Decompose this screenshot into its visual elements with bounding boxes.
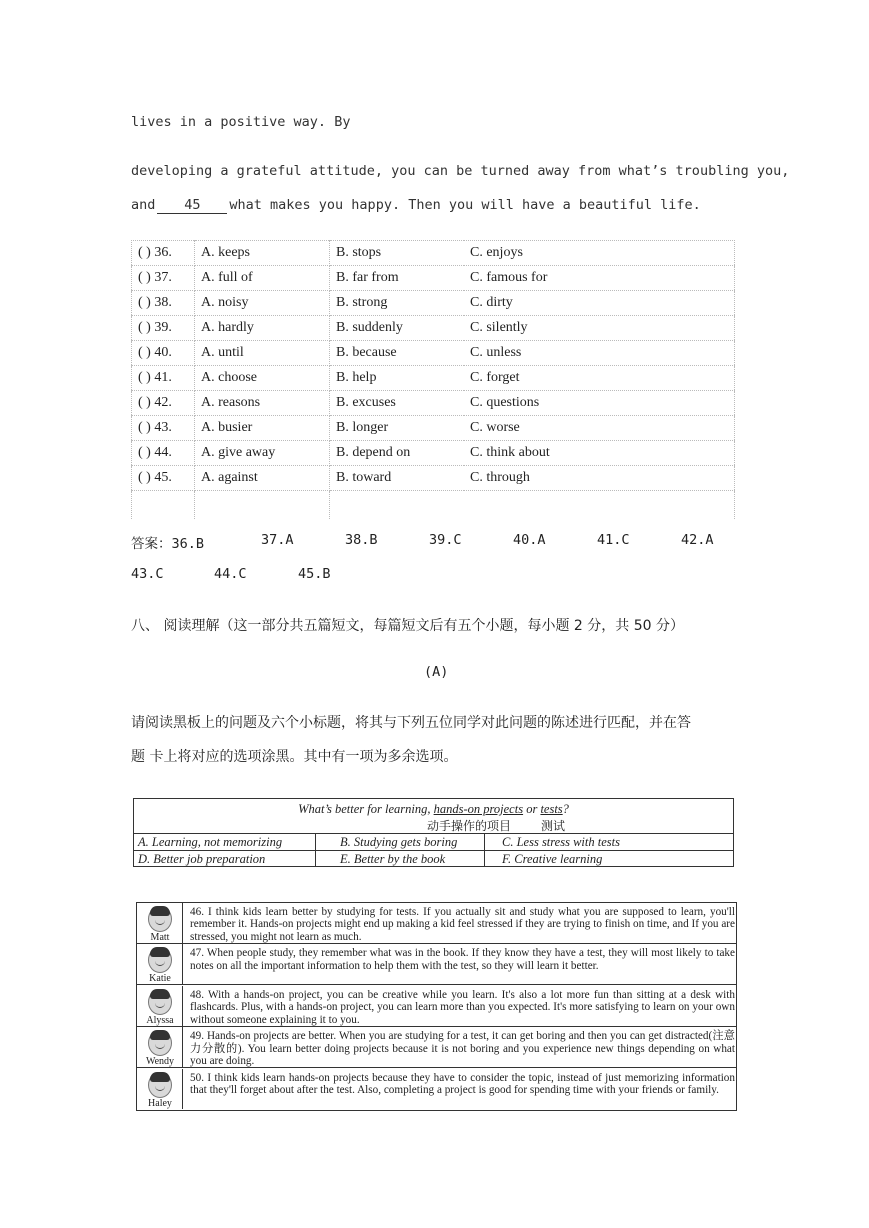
- option-row: [132, 416, 735, 441]
- option-c: C. unless: [464, 341, 735, 366]
- option-num: ( ) 42.: [132, 391, 195, 416]
- board-question-mark: ?: [562, 802, 569, 816]
- answer-item: 40.A: [513, 532, 546, 548]
- passage-line-3: [131, 197, 701, 214]
- option-c: C. worse: [464, 416, 735, 441]
- board-option-b: B. Studying gets boring: [340, 835, 458, 849]
- answer-item: 39.C: [429, 532, 462, 548]
- option-a: A. busier: [195, 416, 330, 441]
- option-num: ( ) 40.: [132, 341, 195, 366]
- student-row: [137, 1069, 736, 1110]
- answer-item: 41.C: [597, 532, 630, 548]
- option-c: C. enjoys: [464, 241, 735, 266]
- student-portrait-icon: [148, 906, 172, 932]
- option-num: ( ) 37.: [132, 266, 195, 291]
- student-row: [137, 944, 736, 985]
- option-b: B. depend on: [330, 441, 465, 466]
- section-heading: 八、 阅读理解（这一部分共五篇短文，每篇短文后有五个小题，每小题 2 分，共 50 分）: [131, 618, 684, 634]
- option-row: [132, 266, 735, 291]
- option-c: C. forget: [464, 366, 735, 391]
- option-b: B. help: [330, 366, 465, 391]
- student-portrait-icon: [148, 1072, 172, 1098]
- board-option-d: D. Better job preparation: [138, 852, 266, 866]
- student-statement: 50. I think kids learn hands-on projects because they have to consider the topic, instead of just memorizing information that they'll forget about after the test. Also, completing a project is good for spending time with your friends or family.: [190, 1071, 735, 1096]
- student-portrait-icon: [148, 1030, 172, 1056]
- student-avatar: [137, 903, 183, 943]
- option-row: [132, 466, 735, 491]
- option-b: B. strong: [330, 291, 465, 316]
- option-a: A. against: [195, 466, 330, 491]
- board-divider: [315, 833, 316, 867]
- passage-line-1: lives in a positive way. By: [131, 114, 351, 130]
- board-divider: [484, 833, 485, 867]
- option-num: ( ) 36.: [132, 241, 195, 266]
- student-avatar: [137, 944, 183, 984]
- option-a: A. choose: [195, 366, 330, 391]
- option-a: A. reasons: [195, 391, 330, 416]
- blackboard-question: [133, 798, 734, 867]
- answer-item: 43.C: [131, 566, 164, 582]
- option-num: ( ) 41.: [132, 366, 195, 391]
- board-question-or: or: [523, 802, 541, 816]
- option-row: [132, 441, 735, 466]
- student-statement: 48. With a hands-on project, you can be creative while you learn. It's also a lot more fun than sitting at a desk with flashcards. Plus, with a hands-on project, you can learn more than you expected. It's more satisfying to learn on your own without someone explaining it to you.: [190, 988, 735, 1026]
- board-tests: tests: [540, 802, 563, 816]
- instruction-line-1: 请阅读黑板上的问题及六个小标题，将其与下列五位同学对此问题的陈述进行匹配，并在答: [131, 715, 691, 731]
- option-c: C. think about: [464, 441, 735, 466]
- option-b: B. far from: [330, 266, 465, 291]
- answer-item: 38.B: [345, 532, 378, 548]
- blank-45: 45: [157, 197, 227, 214]
- student-avatar: [137, 986, 183, 1026]
- student-statements: [136, 902, 737, 1111]
- student-row: [137, 986, 736, 1027]
- answer-item: 45.B: [298, 566, 331, 582]
- student-statement: 47. When people study, they remember what was in the book. If they know they have a test, they will most likely to take notes on all the important information to help them with the test, so they will learn it better.: [190, 947, 735, 972]
- option-c: C. questions: [464, 391, 735, 416]
- answer-label: 答案：36.B: [131, 536, 205, 552]
- options-table: [131, 240, 735, 519]
- option-row: [132, 341, 735, 366]
- option-num: ( ) 45.: [132, 466, 195, 491]
- option-b: B. suddenly: [330, 316, 465, 341]
- instruction-line-2: 题 卡上将对应的选项涂黑。其中有一项为多余选项。: [131, 749, 458, 765]
- option-c: C. silently: [464, 316, 735, 341]
- student-name: Alyssa: [146, 1014, 174, 1026]
- student-row: [137, 1027, 736, 1068]
- student-name: Katie: [149, 973, 171, 985]
- option-a: A. give away: [195, 441, 330, 466]
- answer-item: 42.A: [681, 532, 714, 548]
- answer-item: 37.A: [261, 532, 294, 548]
- student-name: Haley: [148, 1097, 172, 1109]
- answer-item: 44.C: [214, 566, 247, 582]
- option-b: B. longer: [330, 416, 465, 441]
- option-b: B. stops: [330, 241, 465, 266]
- option-c: C. through: [464, 466, 735, 491]
- option-num: ( ) 43.: [132, 416, 195, 441]
- passage-line-2: developing a grateful attitude, you can be turned away from what’s troubling you,: [131, 163, 790, 179]
- board-option-e: E. Better by the book: [340, 852, 446, 866]
- board-gloss-tests: 测试: [541, 819, 566, 833]
- option-b: B. toward: [330, 466, 465, 491]
- option-b: B. excuses: [330, 391, 465, 416]
- option-row: [132, 316, 735, 341]
- board-question: [134, 802, 733, 817]
- student-statement: 49. Hands-on projects are better. When you are studying for a test, it can get boring and then you can get distracted(注意力分散的). You learn better doing projects because it is not boring and you experience new things depending on what you are doing.: [190, 1030, 735, 1067]
- option-a: A. noisy: [195, 291, 330, 316]
- student-name: Wendy: [145, 1056, 175, 1068]
- option-c: C. dirty: [464, 291, 735, 316]
- student-portrait-icon: [148, 947, 172, 973]
- option-a: A. full of: [195, 266, 330, 291]
- student-row: [137, 903, 736, 944]
- option-row: [132, 291, 735, 316]
- board-option-a: A. Learning, not memorizing: [138, 835, 283, 849]
- board-gloss-projects: 动手操作的项目: [427, 819, 512, 833]
- board-hands-on: hands-on projects: [433, 802, 524, 816]
- option-c: C. famous for: [464, 266, 735, 291]
- board-row-1: [134, 833, 733, 851]
- board-option-c: C. Less stress with tests: [502, 835, 620, 849]
- option-row: [132, 391, 735, 416]
- board-option-f: F. Creative learning: [502, 852, 603, 866]
- option-a: A. keeps: [195, 241, 330, 266]
- student-name: Matt: [150, 932, 170, 943]
- option-row: [132, 366, 735, 391]
- board-question-text: What’s better for learning,: [298, 802, 434, 816]
- option-row: [132, 241, 735, 266]
- option-num: ( ) 38.: [132, 291, 195, 316]
- student-avatar: [137, 1027, 183, 1067]
- option-row-spacer: [132, 491, 735, 520]
- passage-line-3-post: what makes you happy. Then you will have a beautiful life.: [229, 197, 701, 213]
- part-label: (A): [424, 664, 449, 680]
- option-num: ( ) 39.: [132, 316, 195, 341]
- passage-line-3-pre: and: [131, 197, 156, 213]
- option-a: A. until: [195, 341, 330, 366]
- option-a: A. hardly: [195, 316, 330, 341]
- student-statement: 46. I think kids learn better by studying for tests. If you actually sit and study what you are supposed to learn, you'll remember it. Hands-on projects might end up making a kid feel stressed if they are trying to finish on time, and If you are stressed, you might not learn as much.: [190, 906, 735, 943]
- option-b: B. because: [330, 341, 465, 366]
- student-portrait-icon: [148, 989, 172, 1015]
- board-row-2: [134, 850, 733, 868]
- student-avatar: [137, 1069, 183, 1109]
- option-num: ( ) 44.: [132, 441, 195, 466]
